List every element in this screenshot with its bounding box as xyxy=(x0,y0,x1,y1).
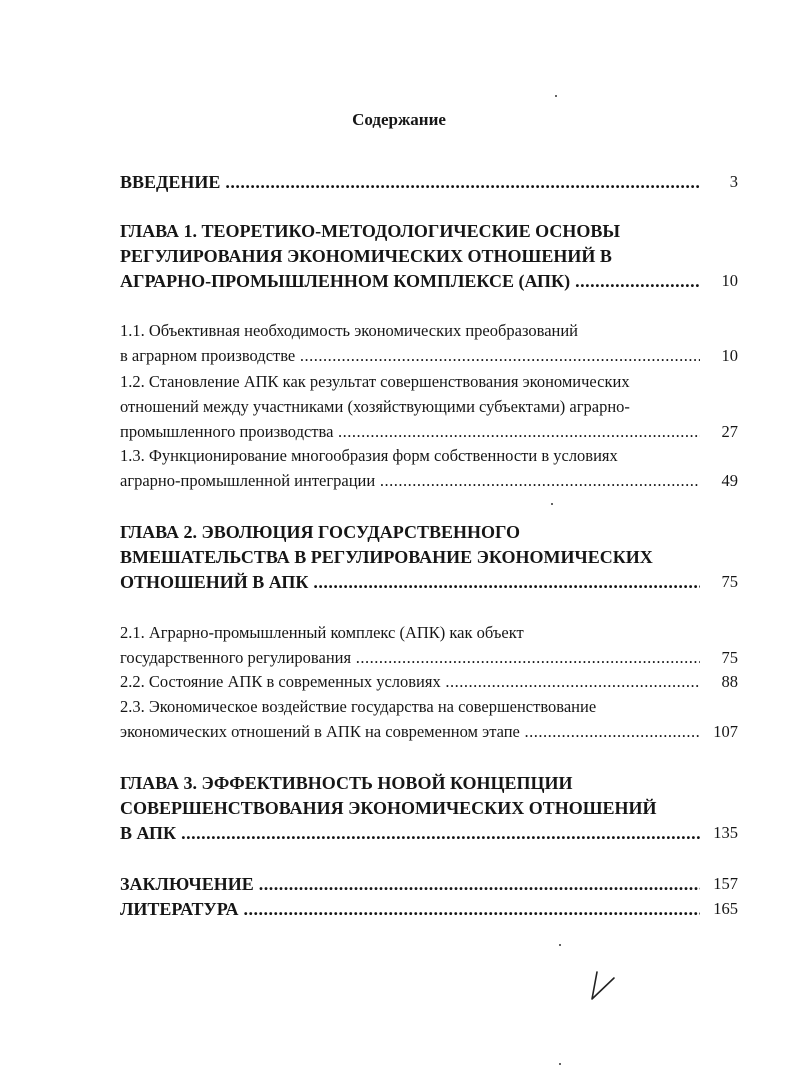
toc-line: ВМЕШАТЕЛЬСТВА В РЕГУЛИРОВАНИЕ ЭКОНОМИЧЕСКИХ xyxy=(120,547,653,567)
toc-line: ГЛАВА 2. ЭВОЛЮЦИЯ ГОСУДАРСТВЕННОГО xyxy=(120,522,521,542)
toc-line: 2.1. Аграрно-промышленный комплекс (АПК) как объект xyxy=(120,623,524,642)
scan-speck xyxy=(559,1063,561,1065)
toc-page-number: 75 xyxy=(721,572,738,591)
toc-page-number: 10 xyxy=(721,346,738,365)
scan-speck xyxy=(551,503,553,505)
toc-line: аграрно-промышленной интеграции ..... xyxy=(120,469,700,493)
toc-page-number: 88 xyxy=(721,672,738,691)
toc-line: ГЛАВА 1. ТЕОРЕТИКО-МЕТОДОЛОГИЧЕСКИЕ ОСНОВЫ xyxy=(120,221,621,241)
toc-line: государственного регулирования ..... xyxy=(120,646,700,670)
toc-page-number: 27 xyxy=(721,422,738,441)
toc-page-number: 3 xyxy=(729,172,738,191)
toc-line: ОТНОШЕНИЙ В АПК ..... xyxy=(120,570,700,594)
toc-line: РЕГУЛИРОВАНИЯ ЭКОНОМИЧЕСКИХ ОТНОШЕНИЙ В xyxy=(120,246,612,266)
toc-line: АГРАРНО-ПРОМЫШЛЕННОМ КОМПЛЕКСЕ (АПК) ..... xyxy=(120,269,700,293)
toc-line: экономических отношений в АПК на современном этапе ..... xyxy=(120,720,700,744)
toc-line: 2.3. Экономическое воздействие государства на совершенствование xyxy=(120,697,597,716)
toc-line: 1.3. Функционирование многообразия форм собственности в условиях xyxy=(120,446,618,465)
toc-line: 1.1. Объективная необходимость экономических преобразований xyxy=(120,321,579,340)
toc-page-number: 49 xyxy=(721,471,738,490)
toc-page-number: 107 xyxy=(713,722,738,741)
toc-line: в аграрном производстве ..... xyxy=(120,344,700,368)
scan-speck xyxy=(555,95,557,97)
toc-line: 1.2. Становление АПК как результат совершенствования экономических xyxy=(120,372,630,391)
scan-speck xyxy=(559,944,561,946)
toc-line: В АПК ..... xyxy=(120,821,700,845)
toc-line: ВВЕДЕНИЕ ..... xyxy=(120,170,700,194)
toc-line: ГЛАВА 3. ЭФФЕКТИВНОСТЬ НОВОЙ КОНЦЕПЦИИ xyxy=(120,773,573,793)
toc-page-number: 157 xyxy=(713,874,738,893)
toc-line: 2.2. Состояние АПК в современных условиях ..... xyxy=(120,670,700,694)
toc-page-number: 10 xyxy=(721,271,738,290)
page-title: Содержание xyxy=(352,110,446,129)
handwritten-mark-icon xyxy=(588,968,618,1002)
toc-line: промышленного производства ..... xyxy=(120,420,700,444)
toc-line: ЗАКЛЮЧЕНИЕ ..... xyxy=(120,872,700,896)
toc-page-number: 75 xyxy=(721,648,738,667)
toc-line: СОВЕРШЕНСТВОВАНИЯ ЭКОНОМИЧЕСКИХ ОТНОШЕНИЙ xyxy=(120,798,657,818)
toc-line: отношений между участниками (хозяйствующими субъектами) аграрно- xyxy=(120,397,630,416)
toc-line: ЛИТЕРАТУРА ..... xyxy=(120,897,700,921)
toc-page-number: 135 xyxy=(713,823,738,842)
toc-page-number: 165 xyxy=(713,899,738,918)
